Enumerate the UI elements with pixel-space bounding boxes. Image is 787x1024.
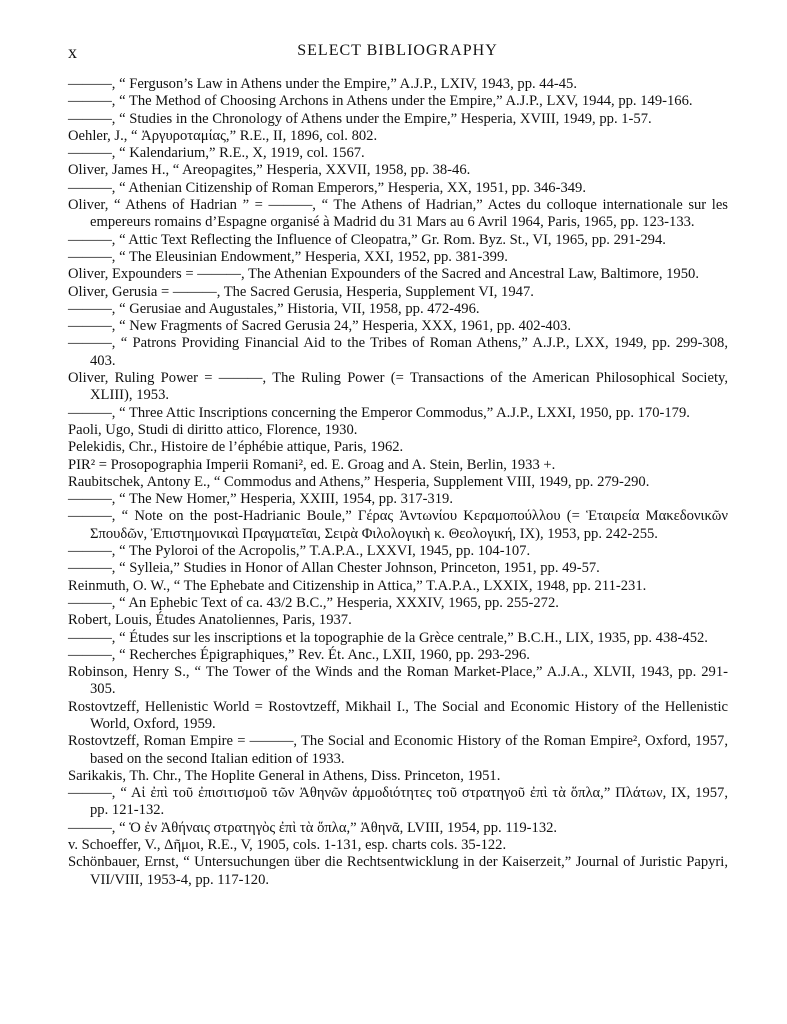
bibliography-entry: Reinmuth, O. W., “ The Ephebate and Citizenship in Attica,” T.A.P.A., LXXIX, 1948, pp. 211-231. <box>68 577 647 594</box>
bibliography-entry: Oliver, Gerusia = ———, The Sacred Gerusia, Hesperia, Supplement VI, 1947. <box>68 283 534 300</box>
bibliography-entry: Oliver, Ruling Power = ———, The Ruling Power (= Transactions of the American Philosophical Society, XLIII), 1953. <box>68 370 728 404</box>
bibliography-entry: ———, “ Kalendarium,” R.E., X, 1919, col. 1567. <box>68 145 365 162</box>
bibliography-entry: Robinson, Henry S., “ The Tower of the Winds and the Roman Market-Place,” A.J.A., XLVII, 1943, pp. 291-305. <box>68 664 728 698</box>
bibliography-entry: ———, “ Ὁ ἐν Ἀθήναις στρατηγὸς ἐπὶ τὰ ὅπλα,” Ἀθηνᾶ, LVIII, 1954, pp. 119-132. <box>68 819 558 836</box>
bibliography-entry: ———, “ Études sur les inscriptions et la topographie de la Grèce centrale,” B.C.H., LIX, 1935, pp. 438-452. <box>68 629 708 646</box>
running-header <box>68 40 727 66</box>
bibliography-entry: Sarikakis, Th. Chr., The Hoplite General in Athens, Diss. Princeton, 1951. <box>68 767 501 784</box>
bibliography-entry: ———, “ Gerusiae and Augustales,” Historia, VII, 1958, pp. 472-496. <box>68 300 480 317</box>
bibliography-entry: ———, “ The Eleusinian Endowment,” Hesperia, XXI, 1952, pp. 381-399. <box>68 248 508 265</box>
bibliography-entry: ———, “ The Pyloroi of the Acropolis,” T.A.P.A., LXXVI, 1945, pp. 104-107. <box>68 543 531 560</box>
page-number: x <box>68 42 78 62</box>
bibliography-entry: ———, “ Attic Text Reflecting the Influence of Cleopatra,” Gr. Rom. Byz. St., VI, 1965, pp. 291-294. <box>68 231 666 248</box>
bibliography-entry: ———, “ Note on the post-Hadrianic Boule,” Γέρας Ἀντωνίου Κεραμοπούλλου (= Ἑταιρεία Μακεδονικῶν Σπουδῶν, Ἐπιστημονικαὶ Πραγματεῖαι, Σειρὰ Φιλολογικὴ κ. Θεολογική, IX), 1953, pp. 242-255. <box>68 508 728 542</box>
bibliography-entry: Schönbauer, Ernst, “ Untersuchungen über die Rechtsentwicklung in der Kaiserzeit,” Journal of Juristic Papyri, VII/VIII, 1953-4, pp. 117-120. <box>68 854 728 888</box>
bibliography-entry: Oliver, “ Athens of Hadrian ” = ———, “ The Athens of Hadrian,” Actes du colloque internationale sur les empereurs romains d’Espagne organisé à Madrid du 31 Mars au 6 Avril 1964, Paris, 1965, pp. 123-133. <box>68 197 728 231</box>
bibliography-entry: ———, “ The New Homer,” Hesperia, XXIII, 1954, pp. 317-319. <box>68 491 453 508</box>
bibliography-entry: ———, “ Athenian Citizenship of Roman Emperors,” Hesperia, XX, 1951, pp. 346-349. <box>68 179 586 196</box>
bibliography-entry: ———, “ Recherches Épigraphiques,” Rev. Ét. Anc., LXII, 1960, pp. 293-296. <box>68 646 530 663</box>
bibliography-entry: ———, “ Three Attic Inscriptions concerning the Emperor Commodus,” A.J.P., LXXI, 1950, pp. 170-179. <box>68 404 690 421</box>
bibliography-entry: ———, “ Patrons Providing Financial Aid to the Tribes of Roman Athens,” A.J.P., LXX, 1949, pp. 299-308, 403. <box>68 335 728 369</box>
bibliography-entry: Oliver, Expounders = ———, The Athenian Expounders of the Sacred and Ancestral Law, Baltimore, 1950. <box>68 266 699 283</box>
bibliography-entry: ———, “ Ferguson’s Law in Athens under the Empire,” A.J.P., LXIV, 1943, pp. 44-45. <box>68 76 577 92</box>
bibliography-entry: Rostovtzeff, Hellenistic World = Rostovtzeff, Mikhail I., The Social and Economic History of the Hellenistic World, Oxford, 1959. <box>68 698 728 732</box>
bibliography-entry: ———, “ Studies in the Chronology of Athens under the Empire,” Hesperia, XVIII, 1949, pp. 1-57. <box>68 110 652 127</box>
bibliography-entry: ———, “ New Fragments of Sacred Gerusia 24,” Hesperia, XXX, 1961, pp. 402-403. <box>68 318 571 335</box>
bibliography-entry: ———, “ Sylleia,” Studies in Honor of Allan Chester Johnson, Princeton, 1951, pp. 49-57. <box>68 560 600 577</box>
bibliography-entry: PIR² = Prosopographia Imperii Romani², ed. E. Groag and A. Stein, Berlin, 1933 +. <box>68 456 556 473</box>
bibliography-entry: Raubitschek, Antony E., “ Commodus and Athens,” Hesperia, Supplement VIII, 1949, pp. 279-290. <box>68 473 650 490</box>
bibliography-entry: Paoli, Ugo, Studi di diritto attico, Florence, 1930. <box>68 421 358 438</box>
bibliography-entry: Oehler, J., “ Ἀργυροταμίας,” R.E., II, 1896, col. 802. <box>68 127 378 144</box>
bibliography-entry: Oliver, James H., “ Areopagites,” Hesperia, XXVII, 1958, pp. 38-46. <box>68 162 471 179</box>
bibliography-entry: Rostovtzeff, Roman Empire = ———, The Social and Economic History of the Roman Empire², Oxford, 1957, based on the second Italian edition of 1933. <box>68 733 728 767</box>
bibliography-entry: ———, “ Αἱ ἐπὶ τοῦ ἐπισιτισμοῦ τῶν Ἀθηνῶν ἁρμοδιότητες τοῦ στρατηγοῦ ἐπὶ τὰ ὅπλα,” Πλάτων, IX, 1957, pp. 121-132. <box>68 785 728 819</box>
bibliography-entry: ———, “ The Method of Choosing Archons in Athens under the Empire,” A.J.P., LXV, 1944, pp. 149-166. <box>68 93 693 110</box>
bibliography-list <box>68 76 728 889</box>
page-title: SELECT BIBLIOGRAPHY <box>297 42 498 59</box>
bibliography-entry: Robert, Louis, Études Anatoliennes, Paris, 1937. <box>68 612 352 629</box>
bibliography-entry: v. Schoeffer, V., Δῆμοι, R.E., V, 1905, cols. 1-131, esp. charts cols. 35-122. <box>68 837 507 854</box>
bibliography-entry: Pelekidis, Chr., Histoire de l’éphébie attique, Paris, 1962. <box>68 439 404 456</box>
bibliography-entry: ———, “ An Ephebic Text of ca. 43/2 B.C.,” Hesperia, XXXIV, 1965, pp. 255-272. <box>68 594 559 611</box>
